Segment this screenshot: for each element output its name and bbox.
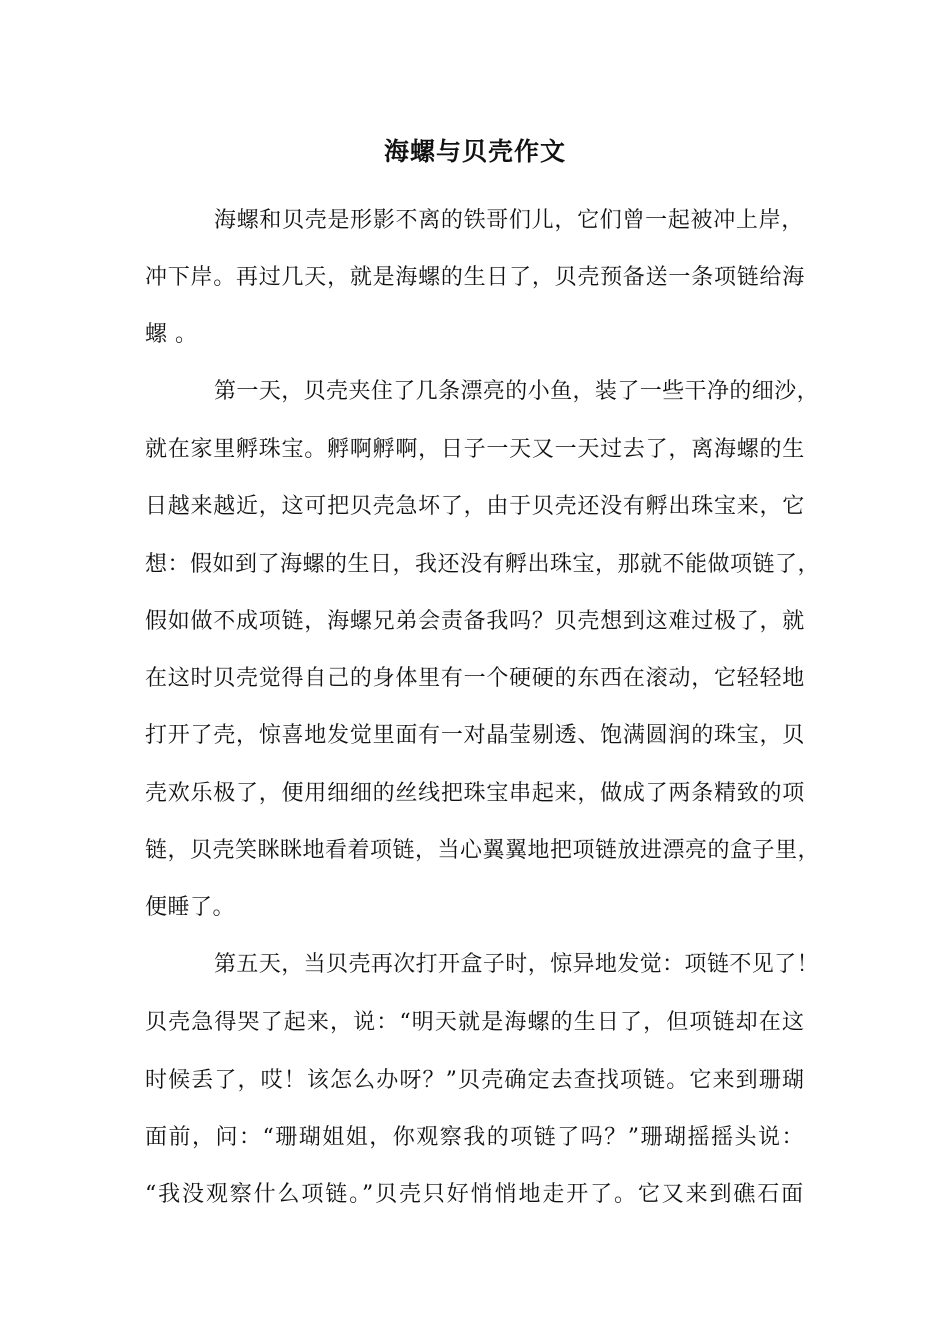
document-title: 海螺与贝壳作文 [383,137,566,166]
text-line: 就在家里孵珠宝。孵啊孵啊，日子一天又一天过去了，离海螺的生 [145,437,805,462]
text-line: 便睡了。 [145,895,235,920]
text-line: 想：假如到了海螺的生日，我还没有孵出珠宝，那就不能做项链了， [145,552,820,577]
text-line: 冲下岸。再过几天，就是海螺的生日了，贝壳预备送一条项链给海 [145,265,805,290]
text-line: 壳欢乐极了，便用细细的丝线把珠宝串起来，做成了两条精致的项 [145,781,805,806]
text-line: 螺。 [145,322,205,347]
text-line: 在这时贝壳觉得自己的身体里有一个硬硬的东西在滚动，它轻轻地 [145,666,805,691]
text-line: 打开了壳，惊喜地发觉里面有一对晶莹剔透、饱满圆润的珠宝，贝 [145,723,805,748]
text-line: “我没观察什么项链。”贝壳只好悄悄地走开了。它又来到礁石面 [145,1182,805,1207]
text-line: 第五天，当贝壳再次打开盒子时，惊异地发觉：项链不见了！ [214,952,819,977]
text-line: 贝壳急得哭了起来，说：“明天就是海螺的生日了，但项链却在这 [145,1010,805,1035]
text-line: 海螺和贝壳是形影不离的铁哥们儿，它们曾一起被冲上岸， [214,208,804,233]
text-line: 面前，问：“珊瑚姐姐，你观察我的项链了吗？”珊瑚摇摇头说： [145,1125,805,1150]
text-line: 链，贝壳笑眯眯地看着项链，当心翼翼地把项链放进漂亮的盒子里， [145,838,820,863]
text-line: 第一天，贝壳夹住了几条漂亮的小鱼，装了一些干净的细沙， [214,379,819,404]
text-line: 假如做不成项链，海螺兄弟会责备我吗？贝壳想到这难过极了，就 [145,609,805,634]
text-line: 时候丢了，哎！该怎么办呀？”贝壳确定去查找项链。它来到珊瑚 [145,1068,805,1093]
text-line: 日越来越近，这可把贝壳急坏了，由于贝壳还没有孵出珠宝来，它 [145,494,805,519]
